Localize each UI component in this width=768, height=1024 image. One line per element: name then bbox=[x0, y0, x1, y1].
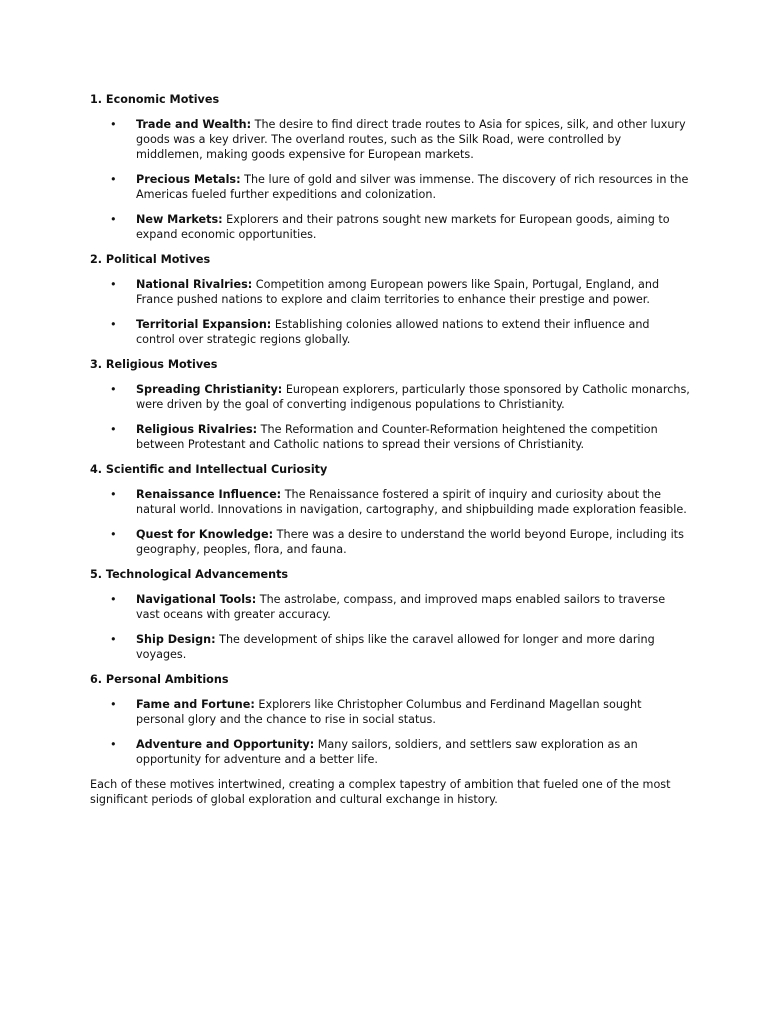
section-heading: 3. Religious Motives bbox=[90, 358, 218, 371]
bullet-list bbox=[90, 117, 690, 242]
bullet-list bbox=[90, 487, 690, 557]
bullet-icon: • bbox=[110, 118, 117, 131]
list-item bbox=[90, 382, 690, 412]
item-text: There was a desire to understand the world beyond Europe, including its geography, peoples, flora, and fauna. bbox=[136, 528, 684, 556]
item-text: The astrolabe, compass, and improved maps enabled sailors to traverse vast oceans with greater accuracy. bbox=[136, 593, 666, 621]
bullet-icon: • bbox=[110, 488, 117, 501]
bullet-icon: • bbox=[110, 383, 117, 396]
section-technological-advancements bbox=[90, 567, 690, 662]
item-text: The development of ships like the caravel allowed for longer and more daring voyages. bbox=[136, 633, 655, 661]
bullet-icon: • bbox=[110, 633, 117, 646]
item-term: Spreading Christianity: bbox=[136, 383, 283, 396]
bullet-icon: • bbox=[110, 593, 117, 606]
section-heading: 4. Scientific and Intellectual Curiosity bbox=[90, 463, 328, 476]
list-item bbox=[90, 117, 690, 162]
list-item bbox=[90, 212, 690, 242]
item-text: European explorers, particularly those sponsored by Catholic monarchs, were driven by the goal of converting indigenous populations to Christianity. bbox=[136, 383, 690, 411]
item-term: Fame and Fortune: bbox=[136, 698, 255, 711]
bullet-icon: • bbox=[110, 528, 117, 541]
list-item bbox=[90, 172, 690, 202]
list-item bbox=[90, 737, 690, 767]
section-heading: 6. Personal Ambitions bbox=[90, 673, 229, 686]
item-text: The Renaissance fostered a spirit of inquiry and curiosity about the natural world. Innovations in navigation, cartography, and shipbuilding made exploration feasible. bbox=[136, 488, 687, 516]
section-heading: 5. Technological Advancements bbox=[90, 568, 289, 581]
bullet-icon: • bbox=[110, 738, 117, 751]
item-term: Territorial Expansion: bbox=[136, 318, 272, 331]
bullet-icon: • bbox=[110, 173, 117, 186]
list-item bbox=[90, 422, 690, 452]
section-scientific-curiosity bbox=[90, 462, 690, 557]
item-term: Ship Design: bbox=[136, 633, 216, 646]
list-item bbox=[90, 592, 690, 622]
bullet-list bbox=[90, 697, 690, 767]
list-item bbox=[90, 632, 690, 662]
bullet-icon: • bbox=[110, 213, 117, 226]
item-text: The lure of gold and silver was immense. The discovery of rich resources in the Americas fueled further expeditions and colonization. bbox=[136, 173, 689, 201]
bullet-icon: • bbox=[110, 318, 117, 331]
section-personal-ambitions bbox=[90, 672, 690, 767]
item-term: Navigational Tools: bbox=[136, 593, 257, 606]
bullet-icon: • bbox=[110, 278, 117, 291]
section-religious-motives bbox=[90, 357, 690, 452]
list-item bbox=[90, 277, 690, 307]
list-item bbox=[90, 487, 690, 517]
section-heading: 2. Political Motives bbox=[90, 253, 211, 266]
item-term: Religious Rivalries: bbox=[136, 423, 258, 436]
bullet-list bbox=[90, 382, 690, 452]
item-text: The Reformation and Counter-Reformation heightened the competition between Protestant and Catholic nations to spread their versions of Christianity. bbox=[136, 423, 658, 451]
item-text: Establishing colonies allowed nations to extend their influence and control over strategic regions globally. bbox=[136, 318, 650, 346]
bullet-icon: • bbox=[110, 423, 117, 436]
list-item bbox=[90, 527, 690, 557]
item-term: Renaissance Influence: bbox=[136, 488, 282, 501]
item-text: The desire to find direct trade routes to Asia for spices, silk, and other luxury goods was a key driver. The overland routes, such as the Silk Road, were controlled by middlemen, making goods expensive for European markets. bbox=[136, 118, 686, 161]
item-text: Explorers and their patrons sought new markets for European goods, aiming to expand economic opportunities. bbox=[136, 213, 670, 241]
item-text: Explorers like Christopher Columbus and Ferdinand Magellan sought personal glory and the chance to rise in social status. bbox=[136, 698, 642, 726]
list-item bbox=[90, 697, 690, 727]
item-term: Trade and Wealth: bbox=[136, 118, 252, 131]
item-term: Adventure and Opportunity: bbox=[136, 738, 315, 751]
bullet-list bbox=[90, 592, 690, 662]
document-page bbox=[90, 92, 690, 807]
section-economic-motives bbox=[90, 92, 690, 242]
bullet-list bbox=[90, 277, 690, 347]
item-term: National Rivalries: bbox=[136, 278, 253, 291]
item-term: New Markets: bbox=[136, 213, 223, 226]
conclusion-paragraph: Each of these motives intertwined, creating a complex tapestry of ambition that fueled one of the most significant periods of global exploration and cultural exchange in history. bbox=[90, 778, 671, 806]
item-term: Quest for Knowledge: bbox=[136, 528, 274, 541]
item-term: Precious Metals: bbox=[136, 173, 241, 186]
section-political-motives bbox=[90, 252, 690, 347]
bullet-icon: • bbox=[110, 698, 117, 711]
item-text: Competition among European powers like Spain, Portugal, England, and France pushed nations to explore and claim territories to enhance their prestige and power. bbox=[136, 278, 660, 306]
list-item bbox=[90, 317, 690, 347]
section-heading: 1. Economic Motives bbox=[90, 93, 220, 106]
item-text: Many sailors, soldiers, and settlers saw exploration as an opportunity for adventure and a better life. bbox=[136, 738, 638, 766]
